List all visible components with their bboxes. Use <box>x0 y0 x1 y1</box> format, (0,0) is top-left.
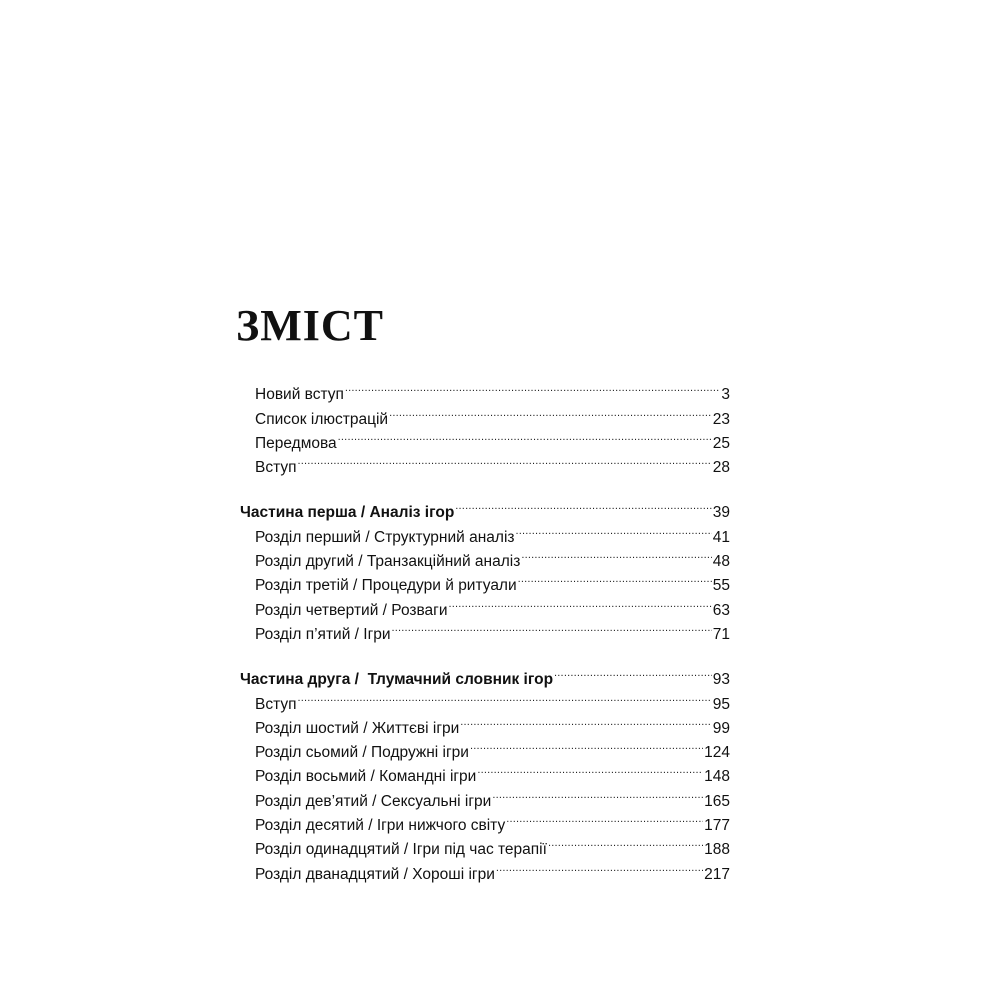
toc-entry-page: 28 <box>712 459 730 477</box>
toc-entry[interactable] <box>240 709 730 737</box>
toc-part-label: Частина перша / Аналіз ігор <box>240 504 455 522</box>
toc-section-front-matter <box>240 375 730 477</box>
toc-entry-page: 41 <box>712 528 730 546</box>
toc-entry-page: 55 <box>712 577 730 595</box>
toc-entry[interactable] <box>240 684 730 713</box>
toc-entry-page: 3 <box>721 386 730 404</box>
dot-leader <box>548 830 703 854</box>
toc-section-part-one <box>240 493 730 643</box>
toc-entry-label: Вступ <box>255 695 297 713</box>
toc-entry-page: 63 <box>712 601 730 619</box>
toc-entry-label: Розділ десятий / Ігри нижчого світу <box>255 817 506 835</box>
toc-part-heading[interactable] <box>240 660 730 689</box>
toc-entry-label: Розділ сьомий / Подружні ігри <box>255 744 469 762</box>
toc-entry[interactable] <box>240 448 730 477</box>
toc-entry-page: 48 <box>712 553 730 571</box>
dot-leader <box>506 806 703 830</box>
toc-entry-page: 71 <box>712 625 730 643</box>
dot-leader <box>518 566 712 590</box>
dot-leader <box>449 590 712 614</box>
toc-entry-page: 25 <box>712 434 730 452</box>
dot-leader <box>389 399 712 423</box>
toc-entry-label: Список ілюстрацій <box>255 410 389 428</box>
toc-entry-page: 217 <box>704 865 730 883</box>
toc-entry-label: Розділ третій / Процедури й ритуали <box>255 577 517 595</box>
dot-leader <box>298 448 712 472</box>
dot-leader <box>455 493 711 517</box>
toc-entry-page: 165 <box>704 792 730 810</box>
dot-leader <box>477 757 703 781</box>
toc-entry-label: Розділ одинадцятий / Ігри під час терапії <box>255 841 547 859</box>
toc-part-page: 39 <box>712 504 730 522</box>
toc-entry-page: 23 <box>712 410 730 428</box>
toc-entry-label: Передмова <box>255 434 337 452</box>
toc-entry[interactable] <box>240 375 730 404</box>
toc-section-part-two <box>240 660 730 883</box>
toc-entry-label: Розділ дванадцятий / Хороші ігри <box>255 865 495 883</box>
toc-entry-page: 148 <box>704 768 730 786</box>
toc-part-label: Частина друга / Тлумачний словник ігор <box>240 671 554 689</box>
dot-leader <box>492 781 703 805</box>
toc-entry-label: Новий вступ <box>255 386 344 404</box>
dot-leader <box>338 424 712 448</box>
dot-leader <box>470 733 703 757</box>
page-title: ЗМІСТ <box>236 301 384 350</box>
toc-entry-page: 99 <box>712 719 730 737</box>
toc-entry-label: Розділ дев’ятий / Сексуальні ігри <box>255 792 492 810</box>
dot-leader <box>345 375 720 399</box>
toc-entry-page: 124 <box>704 744 730 762</box>
dot-leader <box>298 684 712 708</box>
toc-entry-label: Розділ четвертий / Розваги <box>255 601 448 619</box>
dot-leader <box>554 660 712 684</box>
toc-entry-label: Розділ шостий / Життєві ігри <box>255 719 460 737</box>
toc-part-heading[interactable] <box>240 493 730 522</box>
toc-entry-label: Вступ <box>255 459 297 477</box>
dot-leader <box>496 854 703 878</box>
toc-entry-page: 188 <box>704 841 730 859</box>
toc-entry-page: 95 <box>712 695 730 713</box>
table-of-contents <box>240 375 730 883</box>
toc-entry-label: Розділ восьмий / Командні ігри <box>255 768 477 786</box>
dot-leader <box>392 615 712 639</box>
toc-entry-label: Розділ другий / Транзакційний аналіз <box>255 553 521 571</box>
toc-part-page: 93 <box>712 671 730 689</box>
toc-entry-label: Розділ перший / Структурний аналіз <box>255 528 515 546</box>
toc-entry-page: 177 <box>704 817 730 835</box>
dot-leader <box>521 542 711 566</box>
toc-entry-label: Розділ п’ятий / Ігри <box>255 625 391 643</box>
dot-leader <box>516 517 712 541</box>
dot-leader <box>460 709 711 733</box>
